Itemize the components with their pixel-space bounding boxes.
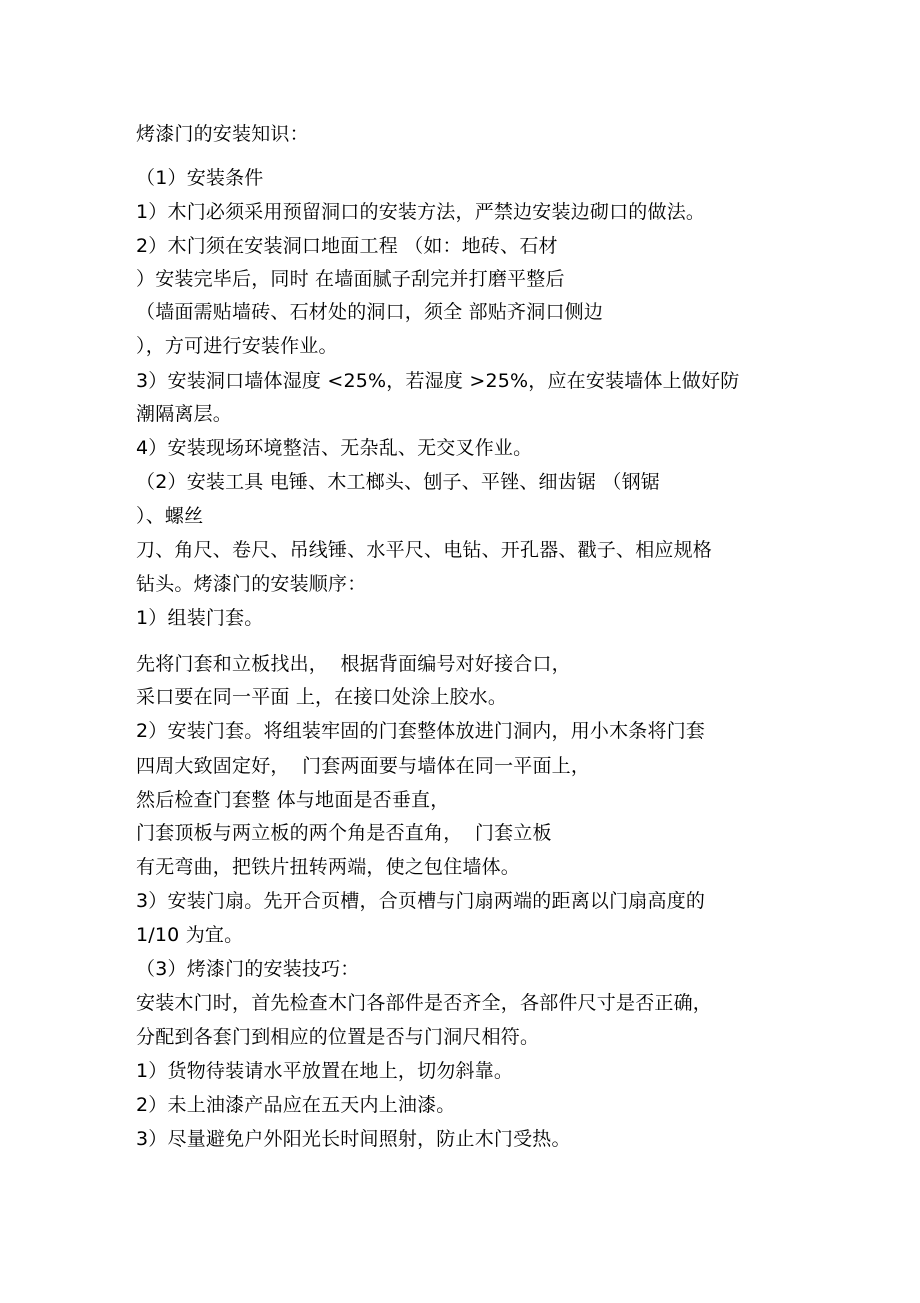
text-line: 先将门套和立板找出， 根据背面编号对好接合口，	[136, 653, 571, 675]
text-line: 分配到各套门到相应的位置是否与门洞尺相符。	[136, 1026, 540, 1048]
text-line: 然后检查门套整 体与地面是否垂直，	[136, 789, 450, 811]
text-line: 钻头。烤漆门的安装顺序：	[136, 573, 367, 595]
text-line: 1）木门必须采用预留洞口的安装方法，严禁边安装边砌口的做法。	[136, 201, 706, 223]
text-line: 2）木门须在安装洞口地面工程 （如：地砖、石材	[136, 235, 558, 257]
text-line: （1）安装条件	[136, 167, 264, 189]
text-line: 1）组装门套。	[136, 607, 264, 629]
text-line: 门套顶板与两立板的两个角是否直角， 门套立板	[136, 822, 552, 844]
text-line: ）、螺丝	[136, 505, 204, 527]
text-line: 1/10 为宜。	[136, 924, 244, 946]
text-line: ），方可进行安装作业。	[136, 335, 338, 357]
text-line: 3）尽量避免户外阳光长时间照射，防止木门受热。	[136, 1128, 571, 1150]
text-line: （2）安装工具 电锤、木工榔头、刨子、平锉、细齿锯 （钢锯	[136, 471, 660, 493]
text-line: 3）安装门扇。先开合页槽，合页槽与门扇两端的距离以门扇高度的	[136, 890, 706, 912]
text-line: 四周大致固定好， 门套两面要与墙体在同一平面上，	[136, 755, 591, 777]
document-title: 烤漆门的安装知识：	[136, 123, 309, 145]
text-line: 潮隔离层。	[136, 403, 233, 425]
text-line: 采口要在同一平面 上，在接口处涂上胶水。	[136, 686, 508, 708]
text-line: （3）烤漆门的安装技巧：	[136, 958, 360, 980]
text-line: 1）货物待装请水平放置在地上，切勿斜靠。	[136, 1060, 514, 1082]
text-line: ）安装完毕后，同时 在墙面腻子刮完并打磨平整后	[136, 268, 565, 290]
text-line: 有无弯曲，把铁片扭转两端，使之包住墙体。	[136, 856, 521, 878]
text-line: 2）安装门套。将组装牢固的门套整体放进门洞内，用小木条将门套	[136, 720, 706, 742]
text-line: 刀、角尺、卷尺、吊线锤、水平尺、电钻、开孔器、戳子、相应规格	[136, 539, 713, 561]
text-line: 2）未上油漆产品应在五天内上油漆。	[136, 1094, 456, 1116]
text-line: 安装木门时，首先检查木门各部件是否齐全，各部件尺寸是否正确，	[136, 992, 713, 1014]
text-line: （墙面需贴墙砖、石材处的洞口，须全 部贴齐洞口侧边	[136, 301, 604, 323]
text-line: 4）安装现场环境整洁、无杂乱、无交叉作业。	[136, 437, 533, 459]
text-line: 3）安装洞口墙体湿度 <25%，若湿度 >25%，应在安装墙体上做好防	[136, 370, 740, 392]
